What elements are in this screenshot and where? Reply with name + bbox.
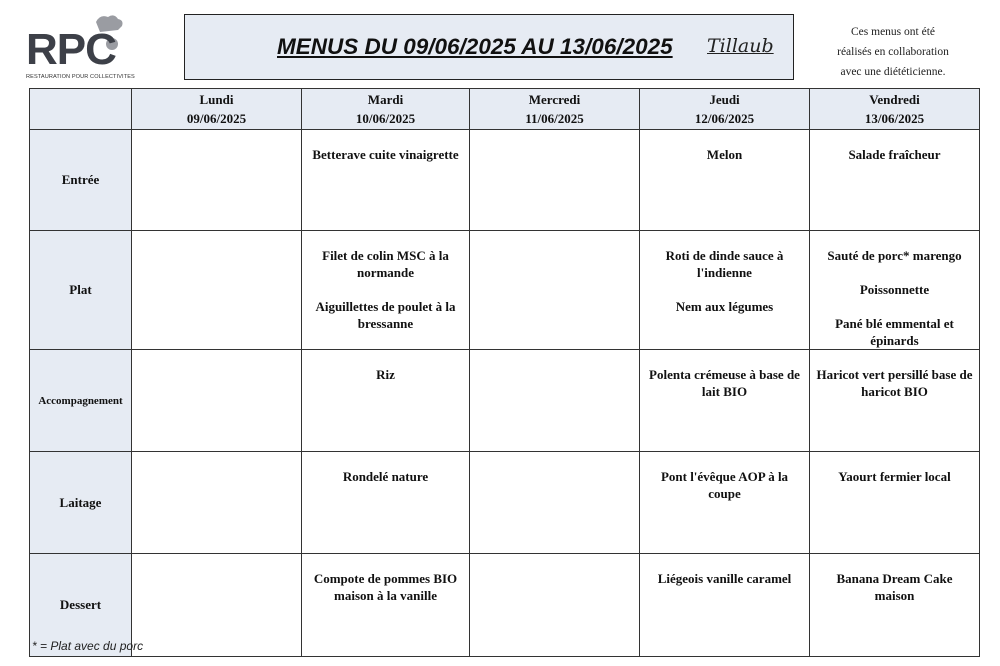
note-line: avec une diététicienne. [840,66,946,78]
day-date: 12/06/2025 [694,111,755,126]
day-date: 10/06/2025 [355,111,416,126]
day-header-friday [810,89,980,130]
pork-footnote: * = Plat avec du porc [32,639,144,653]
menu-cell [810,554,980,657]
row-label: Dessert [30,554,132,657]
day-name: Mercredi [528,92,581,107]
menu-cell [640,452,810,554]
menu-cell [640,130,810,231]
menu-cell [640,350,810,452]
menu-item: Haricot vert persillé base de haricot BIO [816,367,973,399]
menu-cell [302,452,470,554]
menu-row-laitage [30,452,980,554]
menu-cell [470,231,640,350]
menu-item: Salade fraîcheur [848,147,941,162]
menu-cell [810,452,980,554]
row-label: Entrée [30,130,132,231]
menu-cell [132,350,302,452]
menu-item: Banana Dream Cake maison [836,571,953,603]
item-spacer [308,281,463,298]
menu-item: Poissonnette [859,282,930,297]
menu-cell [470,554,640,657]
menu-item: Aiguillettes de poulet à la bressanne [315,299,456,331]
menu-item: Rondelé nature [342,469,429,484]
menu-cell [810,231,980,350]
dietitian-note [808,22,978,82]
day-header-row [30,89,980,130]
menu-cell [132,554,302,657]
corner-cell [30,89,132,130]
title-banner [184,14,794,80]
note-line: Ces menus ont été [851,26,935,38]
menu-cell [640,231,810,350]
menu-cell [132,452,302,554]
menu-item: Yaourt fermier local [838,469,951,484]
menu-item: Sauté de porc* marengo [827,248,962,263]
day-header-thursday [640,89,810,130]
menu-cell [302,231,470,350]
menu-item: Melon [706,147,743,162]
handwritten-annotation: Tillaub [707,35,774,57]
menu-item: Filet de colin MSC à la normande [322,248,449,280]
logo-subtitle: RESTAURATION POUR COLLECTIVITES [26,74,135,80]
row-label: Plat [30,231,132,350]
menu-row-entre [30,130,980,231]
menu-row-dessert [30,554,980,657]
item-spacer [816,264,973,281]
menu-cell [640,554,810,657]
menu-cell [132,130,302,231]
menu-cell [470,350,640,452]
menu-cell [132,231,302,350]
item-spacer [816,298,973,315]
menu-item: Liégeois vanille caramel [657,571,792,586]
day-name: Lundi [199,92,234,107]
day-date: 11/06/2025 [525,111,584,126]
day-name: Mardi [367,92,404,107]
day-date: 09/06/2025 [186,111,247,126]
menu-cell [470,130,640,231]
day-name: Jeudi [709,92,740,107]
menu-cell [302,350,470,452]
page-title: MENUS DU 09/06/2025 AU 13/06/2025 [277,34,673,59]
row-label: Accompagnement [30,350,132,452]
day-name: Vendredi [869,92,920,107]
menu-row-plat [30,231,980,350]
logo-text: RPC [26,25,116,74]
item-spacer [646,281,803,298]
day-header-monday [132,89,302,130]
menu-cell [810,130,980,231]
menu-item: Betterave cuite vinaigrette [312,147,459,162]
menu-cell [302,130,470,231]
menu-item: Pané blé emmental et épinards [835,316,954,348]
menu-item: Roti de dinde sauce à l'indienne [665,248,784,280]
row-label: Laitage [30,452,132,554]
menu-item: Nem aux légumes [675,299,774,314]
menu-item: Pont l'évêque AOP à la coupe [660,469,789,501]
note-line: réalisés en collaboration [837,46,949,58]
menu-item: Polenta crémeuse à base de lait BIO [649,367,800,399]
menu-row-accompagnement [30,350,980,452]
menu-cell [810,350,980,452]
rpc-logo [22,10,134,84]
day-date: 13/06/2025 [864,111,925,126]
day-header-wednesday [470,89,640,130]
menu-item: Riz [376,367,395,382]
menu-body [30,130,980,657]
day-header-tuesday [302,89,470,130]
menu-table [29,88,980,657]
menu-item: Compote de pommes BIO maison à la vanille [313,571,458,603]
menu-cell [302,554,470,657]
menu-cell [470,452,640,554]
